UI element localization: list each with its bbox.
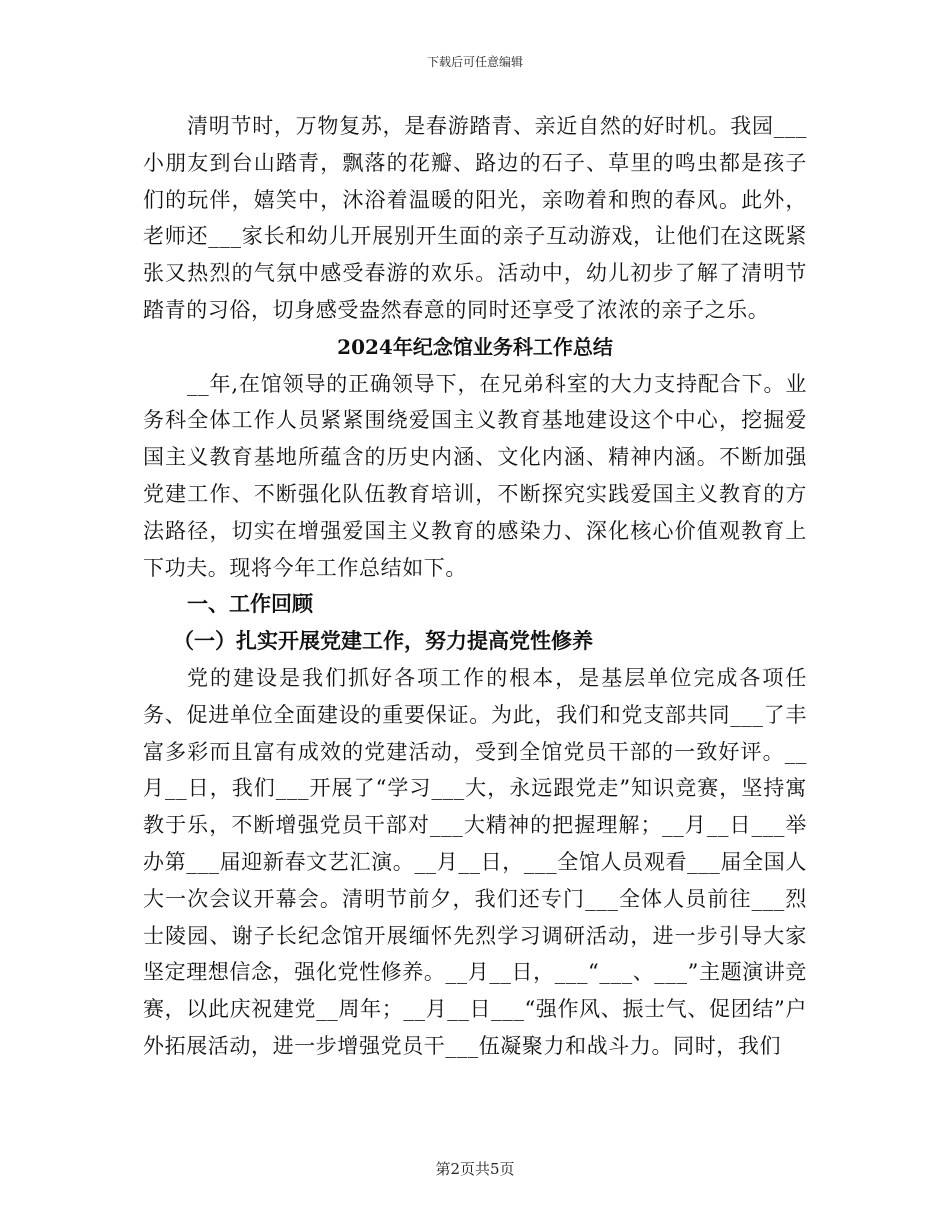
document-body — [143, 108, 807, 1065]
summary-paragraph: __年,在馆领导的正确领导下，在兄弟科室的大力支持配合下。业务科全体工作人员紧紧围绕爱国主义教育基地建设这个中心，挖掘爱国主义教育基地所蕴含的历史内涵、文化内涵、精神内涵。不断加强党建工作、不断强化队伍教育培训，不断探究实践爱国主义教育的方法路径，切实在增强爱国主义教育的感染力、深化核心价值观教育上下功夫。现将今年工作总结如下。 — [143, 371, 807, 580]
document-title: 2024年纪念馆业务科工作总结 — [337, 334, 613, 359]
page-number: 第2页共5页 — [435, 1160, 515, 1178]
section-heading-work-review: 一、工作回顾 — [187, 591, 313, 617]
intro-paragraph: 清明节时，万物复苏，是春游踏青、亲近自然的好时机。我园___小朋友到台山踏青，飘落的花瓣、路边的石子、草里的鸣虫都是孩子们的玩伴，嬉笑中，沐浴着温暖的阳光，亲吻着和煦的春风。此外，老师还___家长和幼儿开展别开生面的亲子互动游戏，让他们在这既紧张又热烈的气氛中感受春游的欢乐。活动中，幼儿初步了解了清明节踏青的习俗，切身感受盎然春意的同时还享受了浓浓的亲子之乐。 — [143, 114, 807, 322]
page-header-note: 下载后可任意编辑 — [426, 55, 523, 69]
party-building-paragraph: 党的建设是我们抓好各项工作的根本，是基层单位完成各项任务、促进单位全面建设的重要保证。为此，我们和党支部共同___了丰富多彩而且富有成效的党建活动，受到全馆党员干部的一致好评。__月__日，我们___开展了“学习___大，永远跟党走”知识竞赛，坚持寓教于乐，不断增强党员干部对___大精神的把握理解；__月__日___举办第___届迎新春文艺汇演。__月__日，___全馆人员观看___届全国人大一次会议开幕会。清明节前夕，我们还专门___全体人员前往___烈士陵园、谢子长纪念馆开展缅怀先烈学习调研活动，进一步引导大家坚定理想信念，强化党性修养。__月__日，___“___、___”主题演讲竞赛，以此庆祝建党__周年；__月__日___“强作风、振士气、促团结”户外拓展活动，进一步增强党员干___伍凝聚力和战斗力。同时，我们 — [143, 665, 807, 1058]
subsection-heading-party-building: （一）扎实开展党建工作，努力提高党性修养 — [173, 628, 593, 654]
